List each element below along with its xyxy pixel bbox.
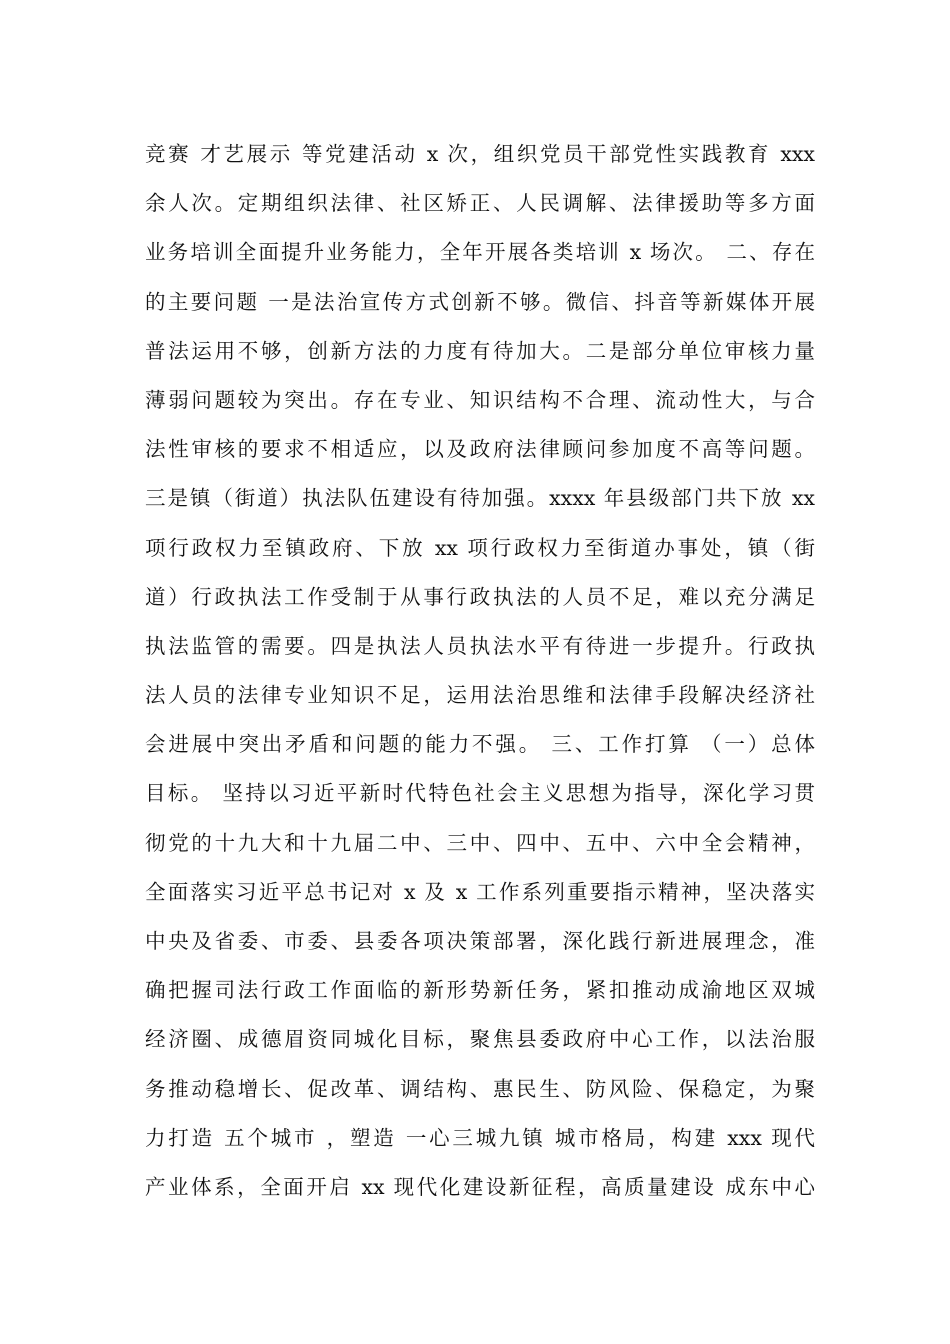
text-line: 彻党的十九大和十九届二中、三中、四中、五中、六中全会精神，: [145, 830, 815, 855]
text-line: 竞赛 才艺展示 等党建活动 x 次，组织党员干部党性实践教育 xxx: [145, 142, 815, 166]
text-line: 业务培训全面提升业务能力，全年开展各类培训 x 场次。 二、存在: [145, 240, 815, 265]
text-line: 道）行政执法工作受制于从事行政执法的人员不足，难以充分满足: [145, 584, 815, 609]
text-line: 全面落实习近平总书记对 x 及 x 工作系列重要指示精神，坚决落实: [145, 879, 815, 904]
text-line: 普法运用不够，创新方法的力度有待加大。二是部分单位审核力量: [145, 338, 815, 363]
body-text: [145, 130, 815, 1212]
text-line: 确把握司法行政工作面临的新形势新任务，紧扣推动成渝地区双城: [145, 978, 815, 1003]
text-line: 会进展中突出矛盾和问题的能力不强。 三、工作打算 （一）总体: [145, 732, 815, 757]
text-line: 执法监管的需要。四是执法人员执法水平有待进一步提升。行政执: [145, 633, 815, 658]
text-line: 的主要问题 一是法治宣传方式创新不够。微信、抖音等新媒体开展: [145, 289, 815, 314]
text-line: 务推动稳增长、促改革、调结构、惠民生、防风险、保稳定，为聚: [145, 1076, 815, 1101]
text-line: 力打造 五个城市 ，塑造 一心三城九镇 城市格局，构建 xxx 现代: [145, 1125, 815, 1150]
text-line: 法人员的法律专业知识不足，运用法治思维和法律手段解决经济社: [145, 683, 815, 708]
text-line: 中央及省委、市委、县委各项决策部署，深化践行新进展理念，准: [145, 929, 815, 953]
text-line: 余人次。定期组织法律、社区矫正、人民调解、法律援助等多方面: [145, 191, 815, 216]
text-line: 目标。 坚持以习近平新时代特色社会主义思想为指导，深化学习贯: [145, 781, 815, 806]
text-line: 法性审核的要求不相适应，以及政府法律顾问参加度不高等问题。: [145, 437, 815, 462]
text-line: 产业体系，全面开启 xx 现代化建设新征程，高质量建设 成东中心: [145, 1174, 815, 1199]
text-line: 项行政权力至镇政府、下放 xx 项行政权力至街道办事处，镇（街: [145, 535, 815, 560]
text-line: 薄弱问题较为突出。存在专业、知识结构不合理、流动性大，与合: [145, 387, 815, 412]
text-line: 三是镇（街道）执法队伍建设有待加强。xxxx 年县级部门共下放 xx: [145, 486, 815, 511]
text-line: 经济圈、成德眉资同城化目标，聚焦县委政府中心工作，以法治服: [145, 1027, 815, 1052]
